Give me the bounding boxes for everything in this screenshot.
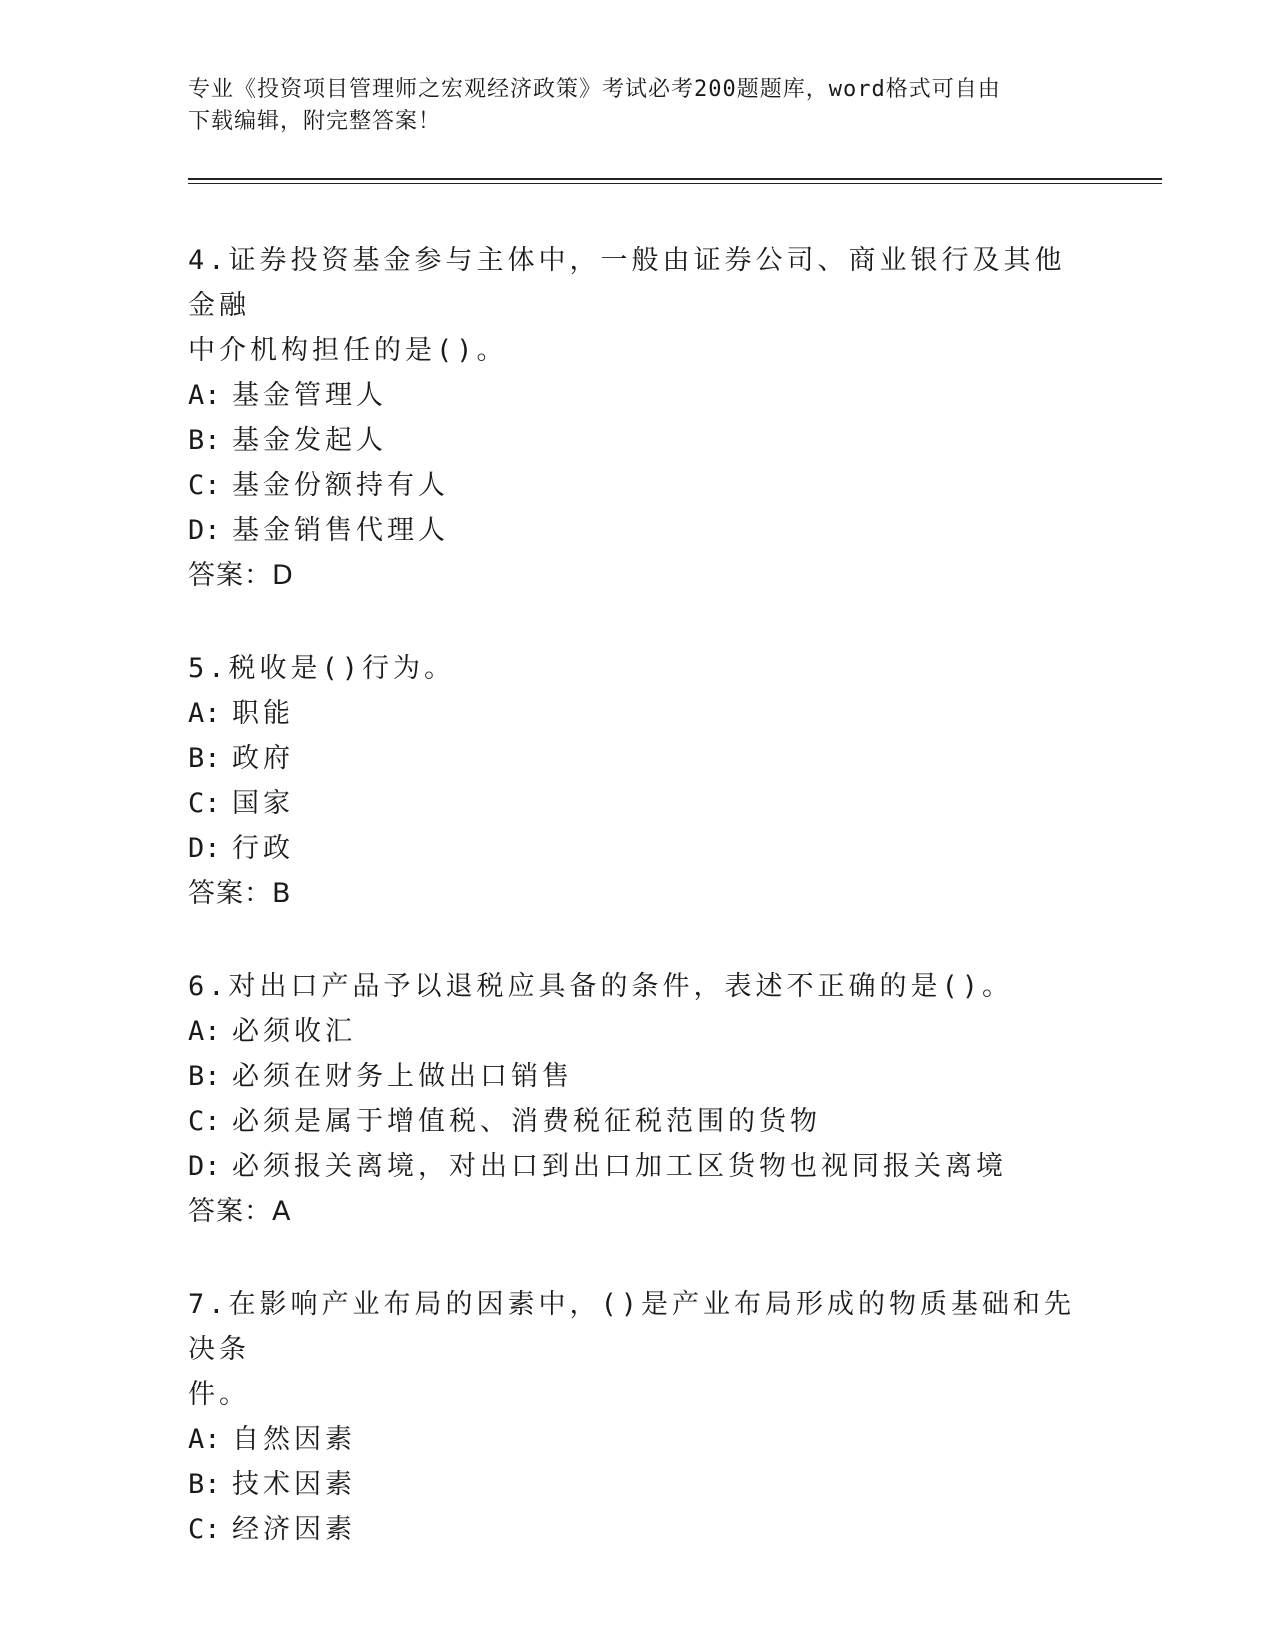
answer-line: 答案：A (188, 1196, 292, 1227)
question-5 (188, 646, 1088, 916)
document-header (188, 74, 1088, 138)
option-text: 必须收汇 (232, 1016, 356, 1047)
header-divider-thin (188, 183, 1162, 184)
question-4 (188, 238, 1088, 598)
option-c (188, 1099, 1088, 1144)
option-b (188, 736, 1088, 781)
option-b (188, 1054, 1088, 1099)
option-c (188, 463, 1088, 508)
question-stem-line-2: 件。 (188, 1379, 250, 1410)
option-text: 经济因素 (232, 1514, 356, 1545)
option-c (188, 1507, 1088, 1552)
option-letter: A: (188, 1016, 221, 1047)
option-text: 基金销售代理人 (232, 515, 449, 546)
option-text: 行政 (232, 833, 294, 864)
option-letter: C: (188, 1514, 221, 1545)
option-letter: A: (188, 698, 221, 729)
option-letter: B: (188, 1061, 221, 1092)
option-b (188, 1462, 1088, 1507)
question-6 (188, 964, 1088, 1234)
option-letter: D: (188, 515, 221, 546)
header-divider-thick (188, 178, 1162, 180)
question-7 (188, 1282, 1088, 1552)
option-text: 必须报关离境，对出口到出口加工区货物也视同报关离境 (232, 1151, 1007, 1182)
option-text: 基金发起人 (232, 425, 387, 456)
option-letter: D: (188, 1151, 221, 1182)
option-letter: A: (188, 380, 221, 411)
option-letter: B: (188, 1469, 221, 1500)
option-text: 必须在财务上做出口销售 (232, 1061, 573, 1092)
option-d (188, 1144, 1088, 1189)
option-text: 政府 (232, 743, 294, 774)
answer-line: 答案：B (188, 878, 292, 909)
option-a (188, 691, 1088, 736)
option-text: 技术因素 (232, 1469, 356, 1500)
option-text: 基金管理人 (232, 380, 387, 411)
option-c (188, 781, 1088, 826)
question-stem-line-1: 7.在影响产业布局的因素中，()是产业布局形成的物质基础和先决条 (188, 1289, 1076, 1365)
option-a (188, 1417, 1088, 1462)
question-stem-line-1: 5.税收是()行为。 (188, 653, 456, 684)
question-stem-line-2: 中介机构担任的是()。 (188, 335, 508, 366)
option-text: 必须是属于增值税、消费税征税范围的货物 (232, 1106, 821, 1137)
option-letter: C: (188, 788, 221, 819)
question-stem-line-1: 6.对出口产品予以退税应具备的条件，表述不正确的是()。 (188, 971, 1014, 1002)
question-stem (188, 646, 1088, 691)
option-d (188, 826, 1088, 871)
question-stem (188, 1282, 1088, 1417)
option-letter: B: (188, 425, 221, 456)
option-text: 自然因素 (232, 1424, 356, 1455)
option-letter: C: (188, 1106, 221, 1137)
header-line-1: 专业《投资项目管理师之宏观经济政策》考试必考200题题库，word格式可自由 (188, 77, 1001, 102)
question-stem-line-1: 4.证券投资基金参与主体中，一般由证券公司、商业银行及其他金融 (188, 245, 1066, 321)
option-text: 国家 (232, 788, 294, 819)
header-line-2: 下载编辑，附完整答案！ (188, 109, 442, 134)
option-a (188, 373, 1088, 418)
option-letter: A: (188, 1424, 221, 1455)
option-a (188, 1009, 1088, 1054)
option-letter: D: (188, 833, 221, 864)
option-d (188, 508, 1088, 553)
option-text: 职能 (232, 698, 294, 729)
option-text: 基金份额持有人 (232, 470, 449, 501)
question-stem (188, 238, 1088, 373)
answer-line: 答案：D (188, 560, 294, 591)
question-list (188, 238, 1088, 1600)
question-stem (188, 964, 1088, 1009)
option-letter: B: (188, 743, 221, 774)
option-b (188, 418, 1088, 463)
option-letter: C: (188, 470, 221, 501)
